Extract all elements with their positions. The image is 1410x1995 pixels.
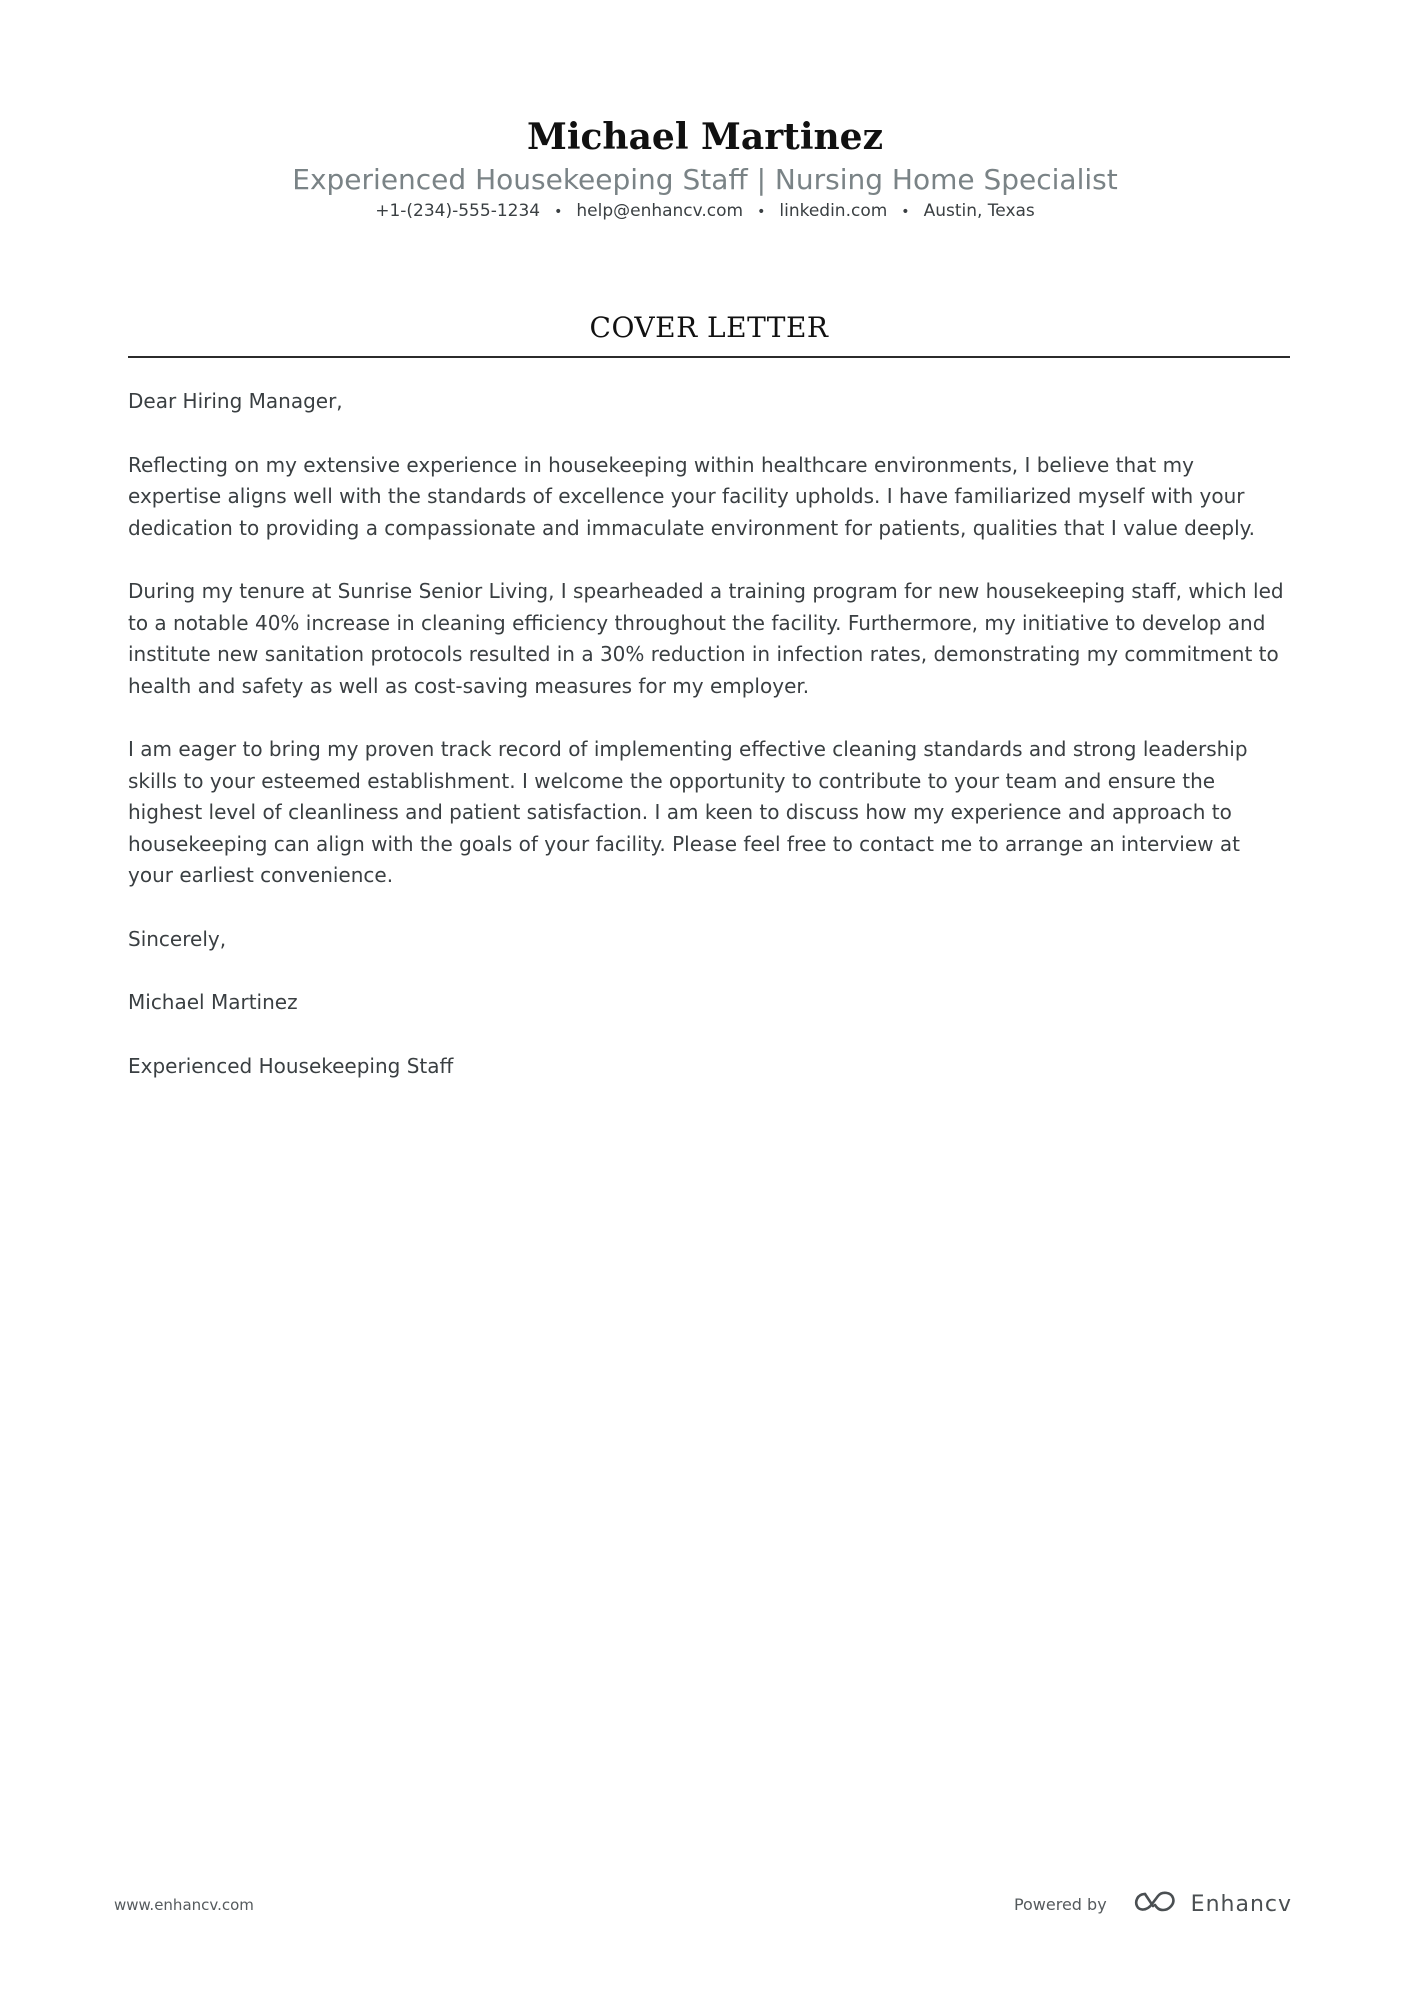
contact-phone: +1-(234)-555-1234 bbox=[375, 201, 541, 221]
bullet-separator: • bbox=[757, 204, 766, 220]
applicant-name: Michael Martinez bbox=[526, 116, 884, 158]
letter-body bbox=[128, 386, 1290, 1114]
contact-line bbox=[0, 198, 1410, 225]
section-divider bbox=[128, 356, 1290, 358]
bullet-separator: • bbox=[554, 204, 563, 220]
enhancv-logo-icon bbox=[1133, 1890, 1191, 1918]
footer-branding bbox=[1014, 1890, 1292, 1918]
bullet-separator: • bbox=[901, 204, 910, 220]
header bbox=[0, 112, 1410, 225]
section-title: COVER LETTER bbox=[589, 311, 829, 344]
enhancv-brand-name: Enhancv bbox=[1190, 1891, 1292, 1917]
letter-paragraph: Reflecting on my extensive experience in housekeeping within healthcare environments, I believe that my expertise aligns well with the standards of excellence your facility upholds. I have familiarized myself with your dedication to providing a compassionate and immaculate environment for patients, qualities that I value deeply. bbox=[128, 452, 1256, 540]
contact-linkedin: linkedin.com bbox=[779, 201, 888, 221]
contact-email: help@enhancv.com bbox=[576, 201, 744, 221]
applicant-headline: Experienced Housekeeping Staff | Nursing Home Specialist bbox=[292, 163, 1118, 196]
letter-paragraph: During my tenure at Sunrise Senior Living, I spearheaded a training program for new housekeeping staff, which led to a notable 40% increase in cleaning efficiency throughout the facility. Furthermore, my initiative to develop and institute new sanitation protocols resulted in a 30% reduction in infection rates, demonstrating my commitment to health and safety as well as cost-saving measures for my employer. bbox=[128, 579, 1284, 698]
letter-paragraph: I am eager to bring my proven track record of implementing effective cleaning standards and strong leadership skills to your esteemed establishment. I welcome the opportunity to contribute to your team and ensure the highest level of cleanliness and patient satisfaction. I am keen to discuss how my experience and approach to housekeeping can align with the goals of your facility. Please feel free to contact me to arrange an interview at your earliest convenience. bbox=[128, 737, 1248, 887]
signature-name: Michael Martinez bbox=[128, 990, 298, 1014]
contact-location: Austin, Texas bbox=[923, 201, 1035, 221]
letter-closing: Sincerely, bbox=[128, 926, 227, 951]
footer-website: www.enhancv.com bbox=[114, 1896, 254, 1914]
signature-title: Experienced Housekeeping Staff bbox=[128, 1053, 454, 1078]
letter-greeting: Dear Hiring Manager, bbox=[128, 389, 343, 413]
powered-by-label: Powered by bbox=[1013, 1894, 1107, 1914]
